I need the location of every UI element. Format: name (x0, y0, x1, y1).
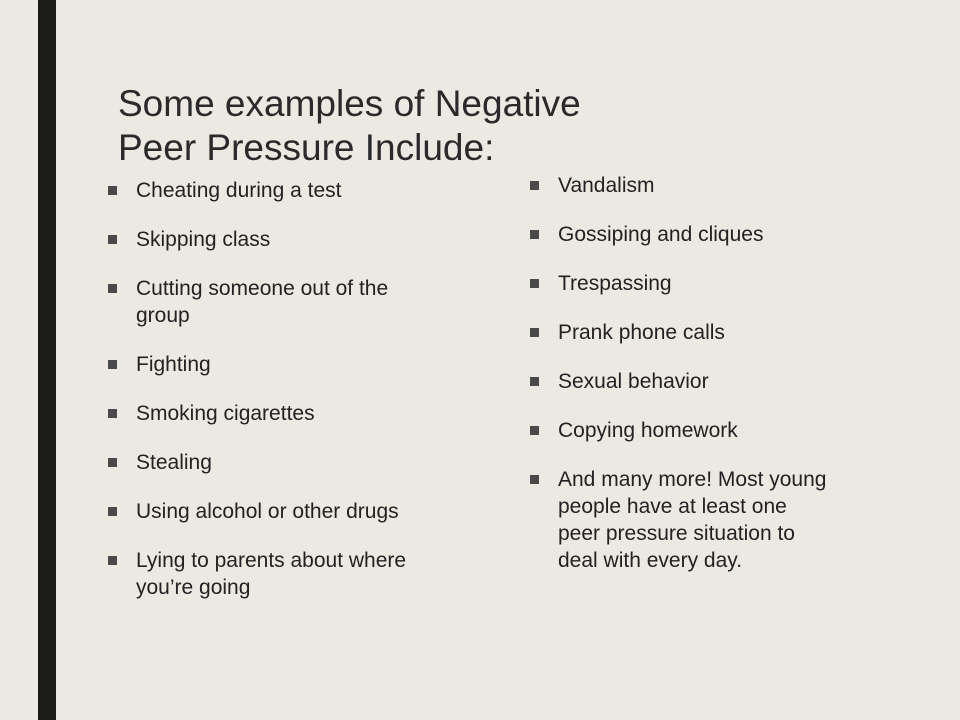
list-item (108, 177, 508, 204)
square-bullet-icon (530, 475, 539, 484)
list-item-text: Skipping class (136, 228, 271, 251)
left-bullet-list (108, 177, 508, 623)
list-item-text: Stealing (136, 451, 212, 474)
list-item (530, 270, 910, 297)
list-item (530, 368, 910, 395)
square-bullet-icon (108, 360, 117, 369)
slide-title (118, 82, 878, 170)
title-line: Some examples of Negative (118, 83, 581, 124)
list-item-text: Cutting someone out of the group (136, 277, 389, 327)
list-item (108, 400, 508, 427)
list-item-text: Sexual behavior (558, 370, 709, 393)
list-item-text: Trespassing (558, 272, 672, 295)
list-item (530, 221, 910, 248)
list-item (530, 319, 910, 346)
right-bullet-list (530, 172, 910, 596)
list-item (108, 449, 508, 476)
list-item (530, 172, 910, 199)
list-item-text: Smoking cigarettes (136, 402, 315, 425)
list-item (530, 417, 910, 444)
square-bullet-icon (530, 181, 539, 190)
square-bullet-icon (530, 377, 539, 386)
list-item (530, 466, 910, 574)
list-item (108, 498, 508, 525)
square-bullet-icon (108, 458, 117, 467)
list-item (108, 547, 508, 601)
list-item-text: Cheating during a test (136, 179, 342, 202)
list-item (108, 226, 508, 253)
list-item-text: Vandalism (558, 174, 655, 197)
accent-bar (38, 0, 56, 720)
list-item-text: Fighting (136, 353, 211, 376)
list-item (108, 275, 508, 329)
square-bullet-icon (108, 235, 117, 244)
square-bullet-icon (108, 186, 117, 195)
square-bullet-icon (530, 279, 539, 288)
title-line: Peer Pressure Include: (118, 127, 495, 168)
square-bullet-icon (530, 426, 539, 435)
square-bullet-icon (108, 507, 117, 516)
square-bullet-icon (530, 230, 539, 239)
square-bullet-icon (108, 409, 117, 418)
square-bullet-icon (108, 556, 117, 565)
list-item-text: Copying homework (558, 419, 738, 442)
list-item-text: Lying to parents about where you’re going (136, 549, 407, 599)
list-item-text: Using alcohol or other drugs (136, 500, 399, 523)
square-bullet-icon (108, 284, 117, 293)
list-item-text: Gossiping and cliques (558, 223, 764, 246)
list-item (108, 351, 508, 378)
square-bullet-icon (530, 328, 539, 337)
list-item-text: Prank phone calls (558, 321, 725, 344)
list-item-text: And many more! Most young people have at least one peer pressure situation to deal with every day. (558, 468, 827, 572)
